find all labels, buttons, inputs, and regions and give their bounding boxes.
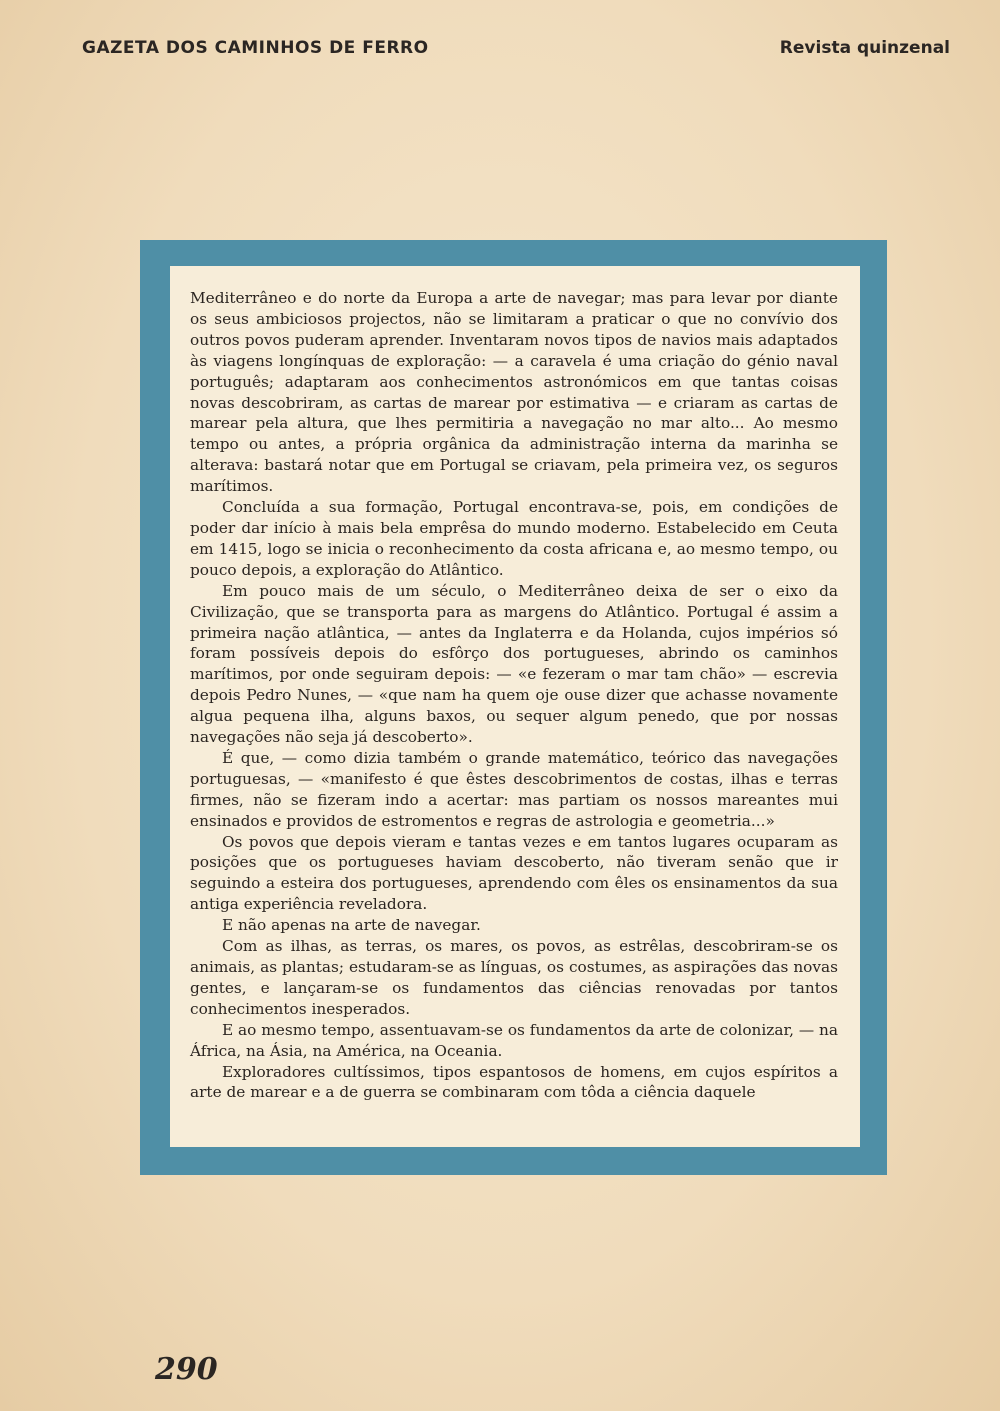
paragraph: Concluída a sua formação, Portugal encontrava-se, pois, em condições de poder dar início à mais bela emprêsa do mundo moderno. Estabelecido em Ceuta em 1415, logo se inicia o reconhecimento da costa africana e, ao mesmo tempo, ou pouco depois, a exploração do Atlântico.	[190, 498, 838, 579]
paragraph: E ao mesmo tempo, assentuavam-se os fundamentos da arte de colonizar, — na África, na Ásia, na América, na Oceania.	[190, 1020, 838, 1060]
text-frame	[140, 240, 887, 1175]
running-head-title: GAZETA DOS CAMINHOS DE FERRO	[82, 38, 429, 58]
body-text	[190, 288, 838, 1103]
paragraph: E não apenas na arte de navegar.	[222, 916, 481, 935]
page-number: 290	[155, 1352, 218, 1387]
text-panel	[170, 266, 860, 1147]
running-head-subtitle: Revista quinzenal	[779, 38, 950, 58]
paragraph: Mediterrâneo e do norte da Europa a arte de navegar; mas para levar por diante os seus ambiciosos projectos, não se limitaram a praticar o que no convívio dos outros povos puderam aprender. Inventaram novos tipos de navios mais adaptados às viagens longínquas de exploração: — a caravela é uma criação do génio naval português; adaptaram aos conhecimentos astronómicos em que tantas coisas novas descobriram, as cartas de marear por estimativa — e criaram as cartas de marear pela altura, que lhes permitiria a navegação no mar alto... Ao mesmo tempo ou antes, a própria orgânica da administração interna da marinha se alterava: bastará notar que em Portugal se criavam, pela primeira vez, os seguros marítimos.	[190, 289, 838, 496]
paragraph: Exploradores cultíssimos, tipos espantosos de homens, em cujos espíritos a arte de marear e a de guerra se combinaram com tôda a ciência daquele	[190, 1062, 838, 1102]
paragraph: É que, — como dizia também o grande matemático, teórico das navegações portuguesas, — «manifesto é que êstes descobrimentos de costas, ilhas e terras firmes, não se fizeram indo a acertar: mas partiam os nossos mareantes mui ensinados e providos de estromentos e regras de astrologia e geometria...»	[190, 748, 838, 830]
paragraph: Com as ilhas, as terras, os mares, os povos, as estrêlas, descobriram-se os animais, as plantas; estudaram-se as línguas, os costumes, as aspirações das novas gentes, e lançaram-se os fundamentos das ciências renovadas por tantos conhecimentos inesperados.	[190, 937, 838, 1018]
paragraph: Em pouco mais de um século, o Mediterrâneo deixa de ser o eixo da Civilização, que se transporta para as margens do Atlântico. Portugal é assim a primeira nação atlântica, — antes da Inglaterra e da Holanda, cujos impérios só foram possíveis depois do esfôrço dos portugueses, abrindo os caminhos marítimos, por onde seguiram depois: — «e fezeram o mar tam chão» — escrevia depois Pedro Nunes, — «que nam ha quem oje ouse dizer que achasse novamente algua pequena ilha, alguns baxos, ou sequer algum penedo, que por nossas navegações não seja já descoberto».	[190, 581, 838, 747]
paragraph: Os povos que depois vieram e tantas vezes e em tantos lugares ocuparam as posições que os portugueses haviam descoberto, não tiveram senão que ir seguindo a esteira dos portugueses, aprendendo com êles os ensinamentos da sua antiga experiência reveladora.	[190, 832, 838, 914]
